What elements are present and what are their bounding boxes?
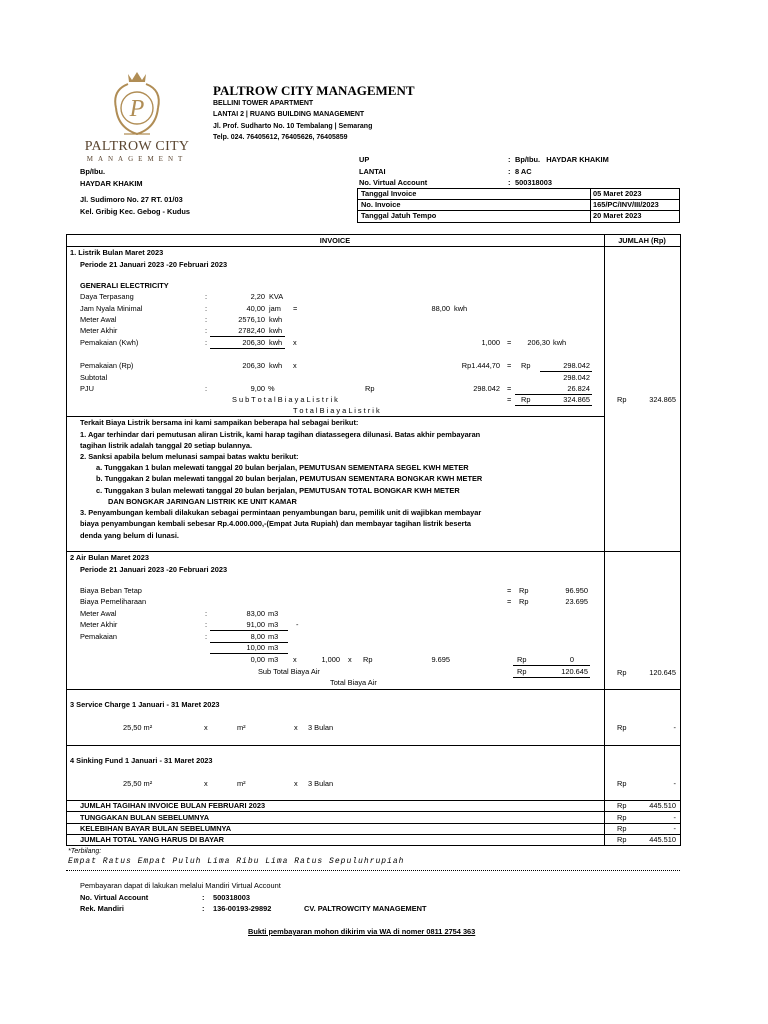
listrik-akhir-unit: kwh — [269, 326, 283, 335]
company-line2: LANTAI 2 | RUANG BUILDING MANAGEMENT — [213, 111, 365, 118]
info-lantai-value: 8 AC — [515, 167, 532, 176]
air-pemakaian-label: Pemakaian — [80, 632, 117, 641]
listrik-subtotal-value: 298.042 — [563, 373, 590, 382]
listrik-pju-label: PJU — [80, 384, 94, 393]
payment-intro: Pembayaran dapat di lakukan melalui Mandiri Virtual Account — [80, 881, 281, 890]
summary-total-value: 445.510 — [649, 835, 676, 844]
air-awal-value: 83,00 — [246, 609, 265, 618]
air-pk-unit: m3 — [268, 632, 279, 641]
air-calc-unit: m3 — [268, 655, 279, 664]
service-title: 3 Service Charge 1 Januari - 31 Maret 2023 — [70, 700, 220, 709]
payment-rek-value: 136-00193-29892 — [213, 904, 272, 913]
listrik-sub-total-value: 324.865 — [563, 395, 590, 404]
meta-jatuh-label: Tanggal Jatuh Tempo — [361, 211, 437, 220]
air-amount-rp: Rp — [617, 668, 627, 677]
logo-title: PALTROW CITY — [84, 139, 190, 154]
air-awal-unit: m3 — [268, 609, 279, 618]
payment-va-sep: : — [202, 893, 205, 902]
sinking-title: 4 Sinking Fund 1 Januari - 31 Maret 2023 — [70, 756, 213, 765]
listrik-jam-colon: : — [205, 304, 208, 313]
sinking-unit: m² — [237, 779, 246, 788]
summary-total-label: JUMLAH TOTAL YANG HARUS DI BAYAR — [80, 835, 225, 844]
listrik-prp-rate: Rp1.444,70 — [461, 361, 500, 370]
listrik-akhir-label: Meter Akhir — [80, 326, 118, 335]
company-line4: Telp. 024. 76405612, 76405626, 76405859 — [213, 134, 348, 141]
company-name: PALTROW CITY MANAGEMENT — [213, 83, 415, 98]
info-up-label: UP — [359, 155, 370, 164]
air-sub-total-rp: Rp — [517, 667, 527, 676]
meta-noinv-label: No. Invoice — [361, 200, 401, 209]
air-calc-rp: Rp — [363, 655, 373, 664]
air-calc-x2: x — [348, 655, 352, 664]
payment-va-value: 500318003 — [213, 893, 250, 902]
table-top-border — [66, 234, 680, 235]
recipient-address1: Jl. Sudimoro No. 27 RT. 01/03 — [80, 195, 183, 204]
listrik-total-label: T o t a l B i a y a L i s t r i k — [293, 406, 380, 415]
notice-line-0: Terkait Biaya Listrik bersama ini kami sampaikan beberapa hal sebagai berikut: — [80, 418, 359, 427]
air-calc-rate: 9.695 — [431, 655, 450, 664]
company-logo — [78, 68, 196, 168]
listrik-pju-eq: = — [507, 384, 512, 393]
notice-line-6: c. Tunggakan 3 bulan melewati tanggal 20 bulan berjalan, PEMUTUSAN TOTAL BONGKAR KWH METER — [96, 486, 460, 495]
listrik-jam-value: 40,00 — [246, 304, 265, 313]
info-va-value: 500318003 — [515, 178, 552, 187]
summary-kelebihan-rp: Rp — [617, 824, 627, 833]
listrik-sub-total-eq: = — [507, 395, 512, 404]
info-up-sep: : — [508, 155, 511, 164]
listrik-pk-result-unit: kwh — [553, 338, 567, 347]
air-beban-label: Biaya Beban Tetap — [80, 586, 142, 595]
air-pk-value: 8,00 — [250, 632, 265, 641]
air-pelihara-label: Biaya Pemeliharaan — [80, 597, 147, 606]
summary-jumlah-value: 445.510 — [649, 801, 676, 810]
listrik-title: 1. Listrik Bulan Maret 2023 — [70, 248, 164, 257]
listrik-pju-pct-sym: % — [268, 384, 275, 393]
air-beban-value: 96.950 — [565, 586, 588, 595]
air-beban-eq: = — [507, 586, 512, 595]
notice-line-9: biaya penyambungan kembali sebesar Rp.4.000.000,-(Empat Juta Rupiah) dan membayar tagihan listrik beserta — [80, 519, 472, 528]
summary-jumlah-label: JUMLAH TAGIHAN INVOICE BULAN FEBRUARI 2023 — [80, 801, 266, 810]
listrik-awal-value: 2576,10 — [238, 315, 265, 324]
payment-rek-sep: : — [202, 904, 205, 913]
air-awal-label: Meter Awal — [80, 609, 117, 618]
meta-tanggal-label: Tanggal Invoice — [361, 189, 417, 198]
listrik-pemakaian-rp-label: Pemakaian (Rp) — [80, 361, 134, 370]
air-akhir-colon: : — [205, 620, 208, 629]
listrik-period: Periode 21 Januari 2023 -20 Februari 2023 — [80, 260, 228, 269]
paltrow-crest-icon — [78, 68, 196, 146]
listrik-awal-unit: kwh — [269, 315, 283, 324]
air-amount: 120.645 — [649, 668, 676, 677]
notice-line-8: 3. Penyambungan kembali dilakukan sebagai permintaan penyambungan baru, pemilik unit di wajibkan membayar — [80, 508, 482, 517]
payment-rek-name: CV. PALTROWCITY MANAGEMENT — [304, 904, 427, 913]
service-unit: m² — [237, 723, 246, 732]
air-calc-result: 0 — [569, 655, 574, 664]
listrik-pk-value: 206,30 — [242, 338, 265, 347]
notice-line-2: tagihan listrik adalah tanggal 20 setiap bulannya. — [80, 441, 253, 450]
air-akhir-minus: - — [296, 620, 299, 629]
listrik-prp-value: 206,30 — [242, 361, 265, 370]
air-akhir-unit: m3 — [268, 620, 279, 629]
listrik-pk-eq: = — [507, 338, 512, 347]
air-pelihara-rp: Rp — [519, 597, 529, 606]
listrik-daya-label: Daya Terpasang — [80, 292, 134, 301]
info-up-value: Bp/Ibu. HAYDAR KHAKIM — [515, 155, 609, 164]
summary-kelebihan-label: KELEBIHAN BAYAR BULAN SEBELUMNYA — [80, 824, 232, 833]
air-awal-colon: : — [205, 609, 208, 618]
listrik-pk-colon: : — [205, 338, 208, 347]
summary-jumlah-rp: Rp — [617, 801, 627, 810]
listrik-sub-total-label: S u b T o t a l B i a y a L i s t r i k — [232, 395, 338, 404]
listrik-sub-total-rp: Rp — [521, 395, 531, 404]
service-x2: x — [294, 723, 298, 732]
recipient-name: HAYDAR KHAKIM — [80, 179, 143, 188]
terbilang-divider — [66, 870, 680, 871]
sinking-amount: - — [673, 779, 676, 788]
air-pelihara-eq: = — [507, 597, 512, 606]
air-period: Periode 21 Januari 2023 -20 Februari 2023 — [80, 565, 228, 574]
service-amount: - — [673, 723, 676, 732]
meta-tanggal-value: 05 Maret 2023 — [593, 189, 642, 198]
service-x1: x — [204, 723, 208, 732]
listrik-daya-unit: KVA — [269, 292, 284, 301]
listrik-pju-colon: : — [205, 384, 208, 393]
listrik-pju-base: 298.042 — [473, 384, 500, 393]
listrik-jam-result: 88,00 — [431, 304, 450, 313]
listrik-amount-rp: Rp — [617, 395, 627, 404]
listrik-prp-rp: Rp — [521, 361, 531, 370]
notice-line-10: denda yang belum di lunasi. — [80, 531, 179, 540]
listrik-prp-unit: kwh — [269, 361, 283, 370]
listrik-prp-x: x — [293, 361, 297, 370]
recipient-address2: Kel. Gribig Kec. Gebog - Kudus — [80, 207, 191, 216]
summary-tunggakan-rp: Rp — [617, 813, 627, 822]
terbilang-text: Empat Ratus Empat Puluh Lima Ribu Lima Ratus Sepuluhrupiah — [68, 857, 405, 866]
table-header-invoice: INVOICE — [319, 236, 351, 245]
air-pk-colon: : — [205, 632, 208, 641]
listrik-daya-value: 2,20 — [250, 292, 265, 301]
svg-text:P: P — [129, 96, 145, 122]
listrik-pju-rp: Rp — [365, 384, 375, 393]
payment-rek-label: Rek. Mandiri — [80, 904, 124, 913]
sinking-x2: x — [294, 779, 298, 788]
listrik-pju-result: 26.824 — [567, 384, 590, 393]
air-total-label: Total Biaya Air — [330, 678, 377, 687]
listrik-subtotal-label: Subtotal — [80, 373, 108, 382]
sinking-amount-rp: Rp — [617, 779, 627, 788]
notice-line-1: 1. Agar terhindar dari pemutusan aliran Listrik, kami harap tagihan diatassegera dilunasi. Batas akhir pembayaran — [80, 430, 481, 439]
listrik-amount: 324.865 — [649, 395, 676, 404]
air-min-value: 10,00 — [246, 643, 265, 652]
air-calc-factor: 1,000 — [321, 655, 340, 664]
air-sub-total-label: Sub Total Biaya Air — [258, 667, 320, 676]
logo-subtitle: MANAGEMENT — [86, 155, 188, 163]
air-sub-total-value: 120.645 — [561, 667, 588, 676]
listrik-prp-eq: = — [507, 361, 512, 370]
company-line1: BELLINI TOWER APARTMENT — [213, 100, 314, 107]
listrik-prp-result: 298.042 — [563, 361, 590, 370]
listrik-jam-eq: = — [293, 304, 298, 313]
summary-tunggakan-label: TUNGGAKAN BULAN SEBELUMNYA — [80, 813, 210, 822]
air-beban-rp: Rp — [519, 586, 529, 595]
notice-line-7: DAN BONGKAR JARINGAN LISTRIK KE UNIT KAMAR — [108, 497, 297, 506]
listrik-akhir-colon: : — [205, 326, 208, 335]
listrik-daya-colon: : — [205, 292, 208, 301]
summary-total-rp: Rp — [617, 835, 627, 844]
listrik-pk-unit: kwh — [269, 338, 283, 347]
service-months: 3 Bulan — [308, 723, 334, 732]
notice-line-5: b. Tunggakan 2 bulan melewati tanggal 20 bulan berjalan, PEMUTUSAN SEMENTARA BONGKAR KWH METER — [96, 474, 483, 483]
sinking-x1: x — [204, 779, 208, 788]
listrik-awal-colon: : — [205, 315, 208, 324]
air-min-unit: m3 — [268, 643, 279, 652]
listrik-akhir-value: 2782,40 — [238, 326, 265, 335]
info-va-sep: : — [508, 178, 511, 187]
summary-tunggakan-value: - — [673, 813, 676, 822]
air-title: 2 Air Bulan Maret 2023 — [70, 553, 150, 562]
listrik-pk-result: 206,30 — [527, 338, 550, 347]
air-pelihara-value: 23.695 — [565, 597, 588, 606]
meta-noinv-value: 165/PC/INV/III/2023 — [593, 200, 659, 209]
listrik-pemakaian-kwh-label: Pemakaian (Kwh) — [80, 338, 139, 347]
listrik-pk-factor: 1,000 — [481, 338, 500, 347]
info-va-label: No. Virtual Account — [359, 178, 428, 187]
payment-va-label: No. Virtual Account — [80, 893, 149, 902]
listrik-pju-pct: 9,00 — [250, 384, 265, 393]
info-lantai-sep: : — [508, 167, 511, 176]
listrik-category: GENERALI ELECTRICITY — [80, 281, 169, 290]
service-area: 25,50 m² — [123, 723, 153, 732]
meta-jatuh-value: 20 Maret 2023 — [593, 211, 642, 220]
recipient-salutation: Bp/Ibu. — [80, 167, 106, 176]
listrik-jam-unit: jam — [269, 304, 281, 313]
sinking-months: 3 Bulan — [308, 779, 334, 788]
payment-note: Bukti pembayaran mohon dikirim via WA di nomer 0811 2754 363 — [248, 927, 476, 936]
air-akhir-label: Meter Akhir — [80, 620, 118, 629]
air-calc-rp2: Rp — [517, 655, 527, 664]
terbilang-label: *Terbilang: — [68, 848, 102, 855]
company-line3: Jl. Prof. Sudharto No. 10 Tembalang | Semarang — [213, 123, 373, 130]
listrik-pk-x: x — [293, 338, 297, 347]
notice-line-3: 2. Sanksi apabila belum melunasi sampai batas waktu berikut: — [80, 452, 299, 461]
summary-kelebihan-value: - — [673, 824, 676, 833]
sinking-area: 25,50 m² — [123, 779, 153, 788]
service-amount-rp: Rp — [617, 723, 627, 732]
air-calc-x1: x — [293, 655, 297, 664]
listrik-jam-result-unit: kwh — [454, 304, 468, 313]
air-akhir-value: 91,00 — [246, 620, 265, 629]
listrik-awal-label: Meter Awal — [80, 315, 117, 324]
listrik-jam-label: Jam Nyala Minimal — [80, 304, 143, 313]
table-header-amount: JUMLAH (Rp) — [618, 236, 666, 245]
info-lantai-label: LANTAI — [359, 167, 386, 176]
air-calc-value: 0,00 — [250, 655, 265, 664]
notice-line-4: a. Tunggakan 1 bulan melewati tanggal 20 bulan berjalan, PEMUTUSAN SEMENTARA SEGEL KWH METER — [96, 463, 469, 472]
